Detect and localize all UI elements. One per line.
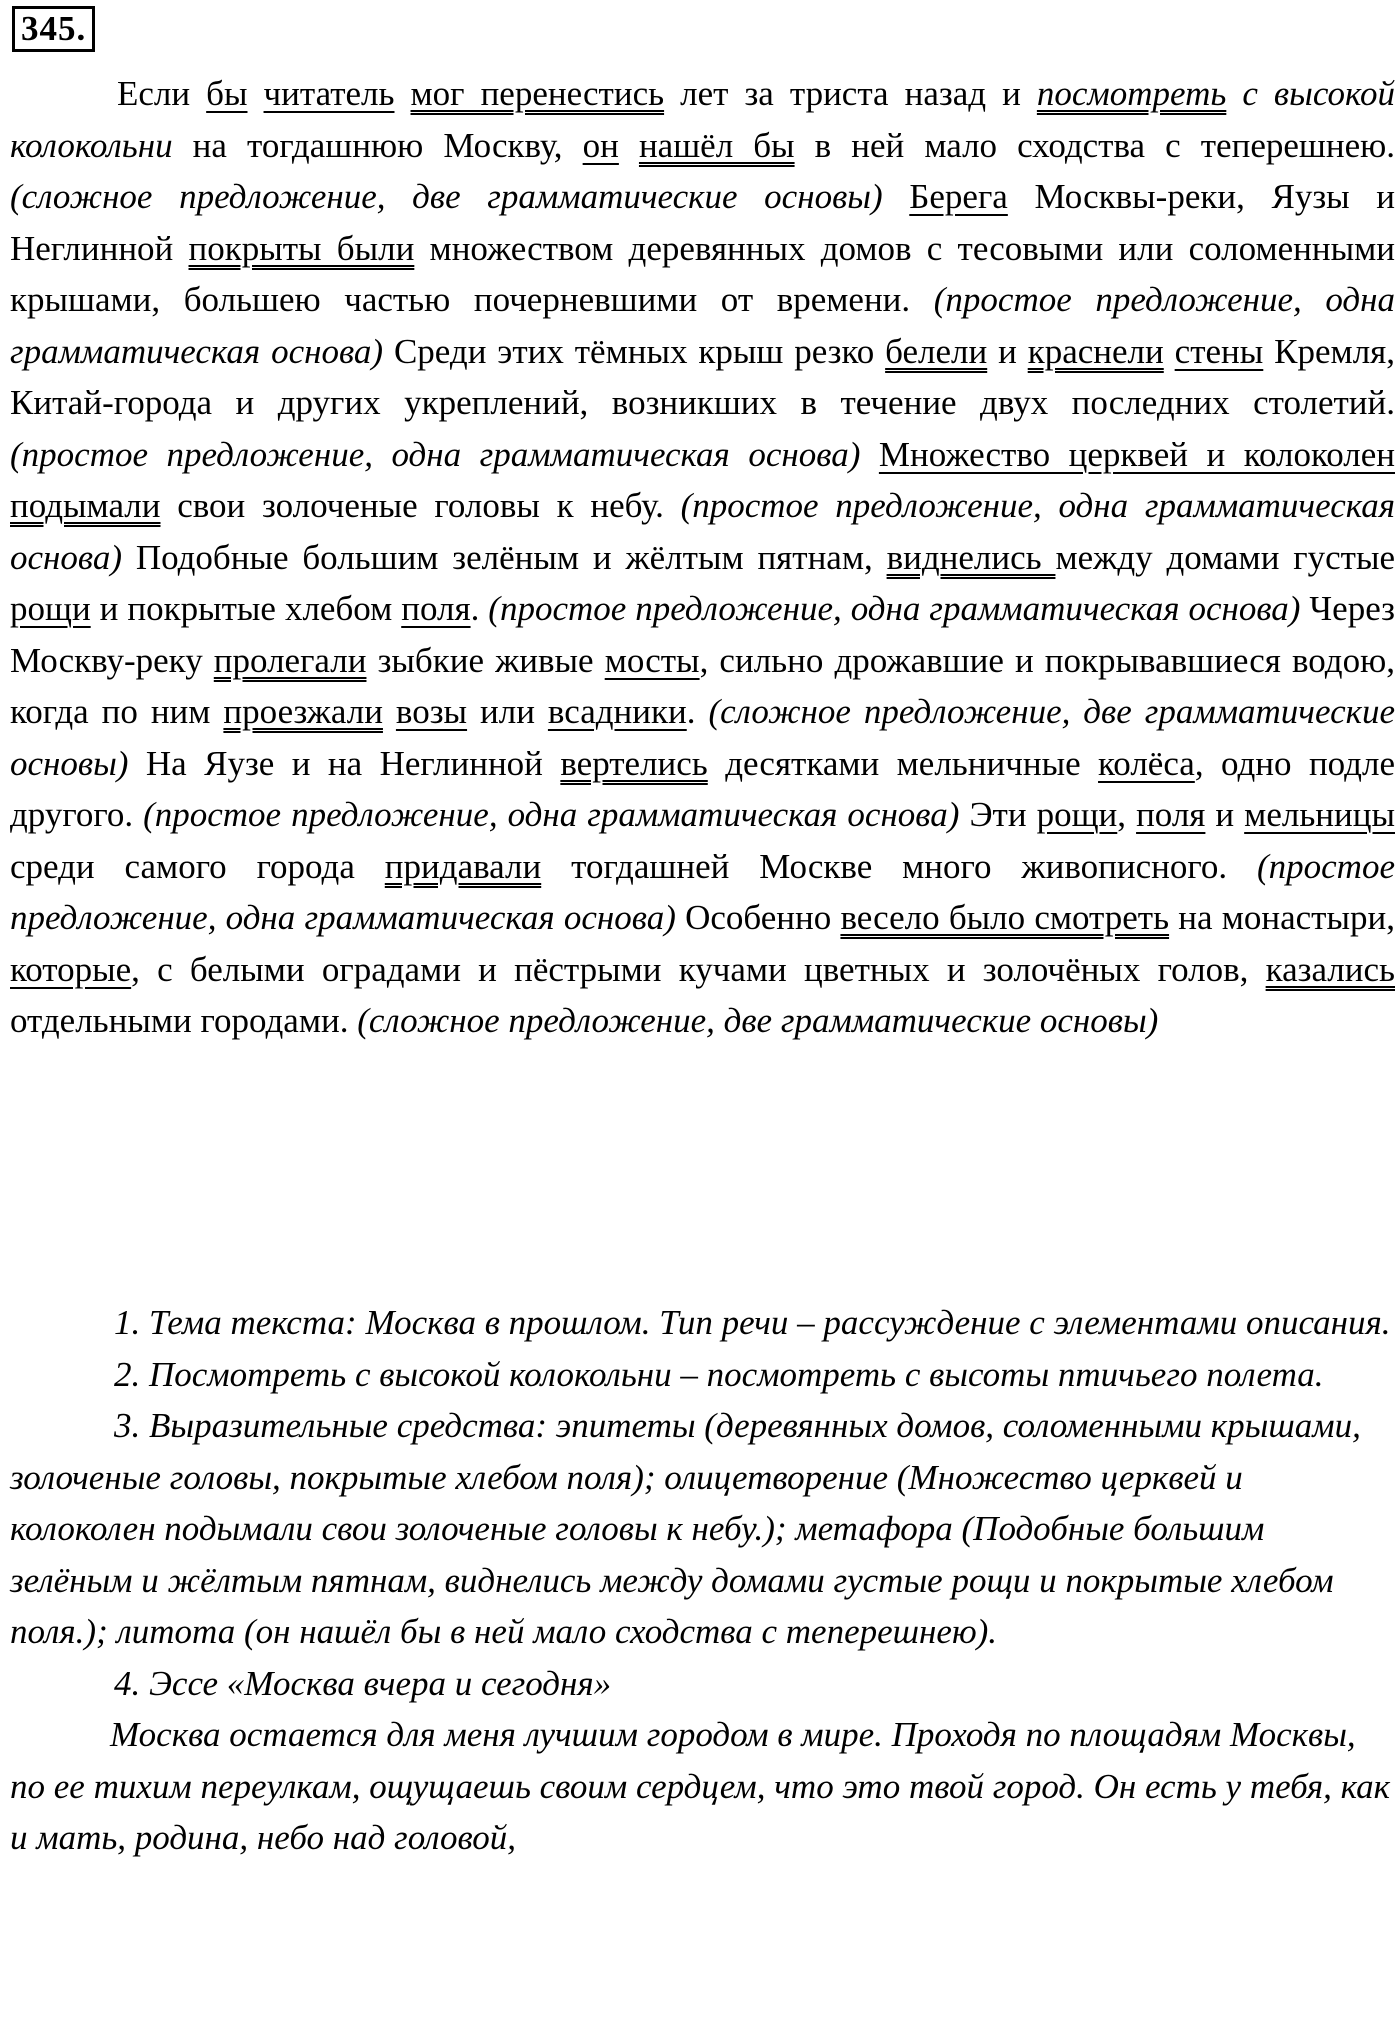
text-segment: Подобные большим зелёным и жёлтым пятнам, xyxy=(122,537,887,577)
answer-item-1: 1. Тема текста: Москва в прошлом. Тип речи – рассуждение с элементами описания. xyxy=(114,1303,1391,1342)
text-segment: на тогдашнюю Москву, xyxy=(172,125,583,165)
text-segment: на монастыри, xyxy=(1169,898,1395,937)
predicate-text: посмотреть xyxy=(1036,74,1227,113)
essay-paragraph: Москва остается для меня лучшим городом в мире. Проходя по площадям Москвы, по ее тихим переулкам, ощущаешь своим сердцем, что это твой город. Он есть у тебя, как и мать, родина, небо над головой, xyxy=(10,1715,1391,1857)
annotation-text: (простое предложение, одна грамматическая основа) xyxy=(143,795,960,834)
predicate-text: весело было смотреть xyxy=(840,898,1170,937)
text-segment: и xyxy=(1205,795,1245,834)
text-segment xyxy=(383,692,396,731)
subject-text: возы xyxy=(395,692,468,731)
answer-item-2: 2. Посмотреть с высокой колокольни – посмотреть с высоты птичьего полета. xyxy=(114,1354,1324,1394)
subject-text: рощи xyxy=(1036,795,1118,834)
text-segment xyxy=(860,435,879,474)
text-segment: Особенно xyxy=(675,898,841,937)
main-text-paragraph xyxy=(10,68,1395,1047)
predicate-text: виднелись xyxy=(886,537,1056,577)
text-segment: и xyxy=(987,331,1028,371)
text-segment xyxy=(247,74,263,113)
annotation-text: (простое предложение, одна грамматическая основа) xyxy=(488,589,1301,628)
text-segment: тогдашней Москве много живописного. xyxy=(541,846,1257,886)
text-segment: зыбкие живые xyxy=(366,640,605,680)
text-segment: Через Москву-реку xyxy=(10,589,1395,680)
subject-text: Множество церквей и колоколен xyxy=(878,434,1395,474)
text-segment: между домами густые xyxy=(1055,537,1396,577)
text-segment: отдельными городами. xyxy=(10,1001,358,1040)
text-segment: , одно подле другого. xyxy=(10,743,1395,834)
subject-text: читатель xyxy=(263,74,395,113)
annotation-text: (простое предложение, одна грамматическая основа) xyxy=(10,434,861,474)
text-segment xyxy=(619,126,639,165)
text-segment: лет за триста назад и xyxy=(664,74,1037,113)
subject-text: он xyxy=(582,125,619,165)
text-segment xyxy=(883,177,910,216)
text-segment: или xyxy=(467,692,548,731)
text-segment: , с белыми оградами и пёстрыми кучами цветных и золочёных голов, xyxy=(131,949,1266,989)
predicate-text: вертелись xyxy=(560,743,708,783)
subject-text: которые xyxy=(10,949,132,989)
text-segment: . xyxy=(470,589,489,628)
subject-text: поля xyxy=(401,589,471,628)
annotation-text: (простое предложение, одна грамматическая основа) xyxy=(10,846,1395,937)
predicate-text: придавали xyxy=(384,846,542,886)
text-segment: Если xyxy=(117,74,207,113)
subject-text: мельницы xyxy=(1244,795,1395,834)
subject-text: стены xyxy=(1174,331,1264,371)
annotation-text: (сложное предложение, две грамматические основы) xyxy=(357,1001,1159,1040)
text-segment: в ней мало сходства с теперешнею. xyxy=(794,125,1396,165)
text-segment: , xyxy=(1117,795,1137,834)
answers-section xyxy=(10,1297,1395,1864)
subject-text: рощи xyxy=(10,589,91,628)
text-segment: Среди этих тёмных крыш резко xyxy=(383,331,886,371)
exercise-number: 345. xyxy=(12,6,95,52)
predicate-text: нашёл бы xyxy=(638,125,795,165)
text-segment xyxy=(394,74,410,113)
text-segment xyxy=(1164,332,1175,371)
annotation-text: (сложное предложение, две грамматические основы) xyxy=(10,692,1396,783)
text-segment: На Яузе и на Неглинной xyxy=(128,743,561,783)
predicate-text: пролегали xyxy=(213,640,367,680)
predicate-text: краснели xyxy=(1027,331,1164,371)
annotation-text: (простое предложение, одна грамматическая основа) xyxy=(10,280,1395,371)
predicate-text: подымали xyxy=(10,486,161,525)
subject-text: бы xyxy=(206,74,248,113)
text-segment: Москвы-реки, Яузы и Неглинной xyxy=(10,177,1396,268)
text-segment: и покрытые хлебом xyxy=(90,589,402,628)
subject-text: поля xyxy=(1136,795,1206,834)
predicate-text: проезжали xyxy=(223,692,383,731)
subject-text: всадники xyxy=(547,692,687,731)
text-segment: Эти xyxy=(959,795,1037,834)
text-segment: множеством деревянных домов с тесовыми или соломенными крышами, большею частью почерневшими от времени. xyxy=(10,228,1395,319)
text-segment: Кремля, Китай-города и других укреплений, возникших в течение двух последних столетий. xyxy=(10,331,1396,422)
text-segment: , сильно дрожавшие и покрывавшиеся водою, когда по ним xyxy=(10,640,1395,731)
predicate-text: казались xyxy=(1265,949,1395,989)
annotation-text: (простое предложение, одна грамматическая основа) xyxy=(10,486,1396,577)
predicate-text: покрыты были xyxy=(188,228,415,268)
answer-item-3: 3. Выразительные средства: эпитеты (деревянных домов, соломенными крышами, золоченые головы, покрытые хлебом поля); олицетворение (Множество церквей и колоколен подымали свои золоченые головы к небу.); метафора (Подобные большим зелёным и жёлтым пятнам, виднелись между домами густые рощи и покрытые хлебом поля.); литота (он нашёл бы в ней мало сходства с теперешнею). xyxy=(10,1406,1361,1651)
subject-text: мосты xyxy=(604,640,700,680)
answer-item-4: 4. Эссе «Москва вчера и сегодня» xyxy=(114,1663,612,1703)
text-segment: свои золоченые головы к небу. xyxy=(160,486,681,525)
predicate-text: мог перенестись xyxy=(410,74,665,113)
text-segment: десятками мельничные xyxy=(707,743,1099,783)
annotation-text: с высокой колокольни xyxy=(10,74,1396,165)
text-segment: среди самого города xyxy=(10,846,385,886)
subject-text: Берега xyxy=(909,177,1008,216)
subject-text: колёса xyxy=(1098,743,1195,783)
annotation-text: (сложное предложение, две грамматические основы) xyxy=(10,177,883,216)
text-segment: . xyxy=(686,692,709,731)
predicate-text: белели xyxy=(885,331,988,371)
